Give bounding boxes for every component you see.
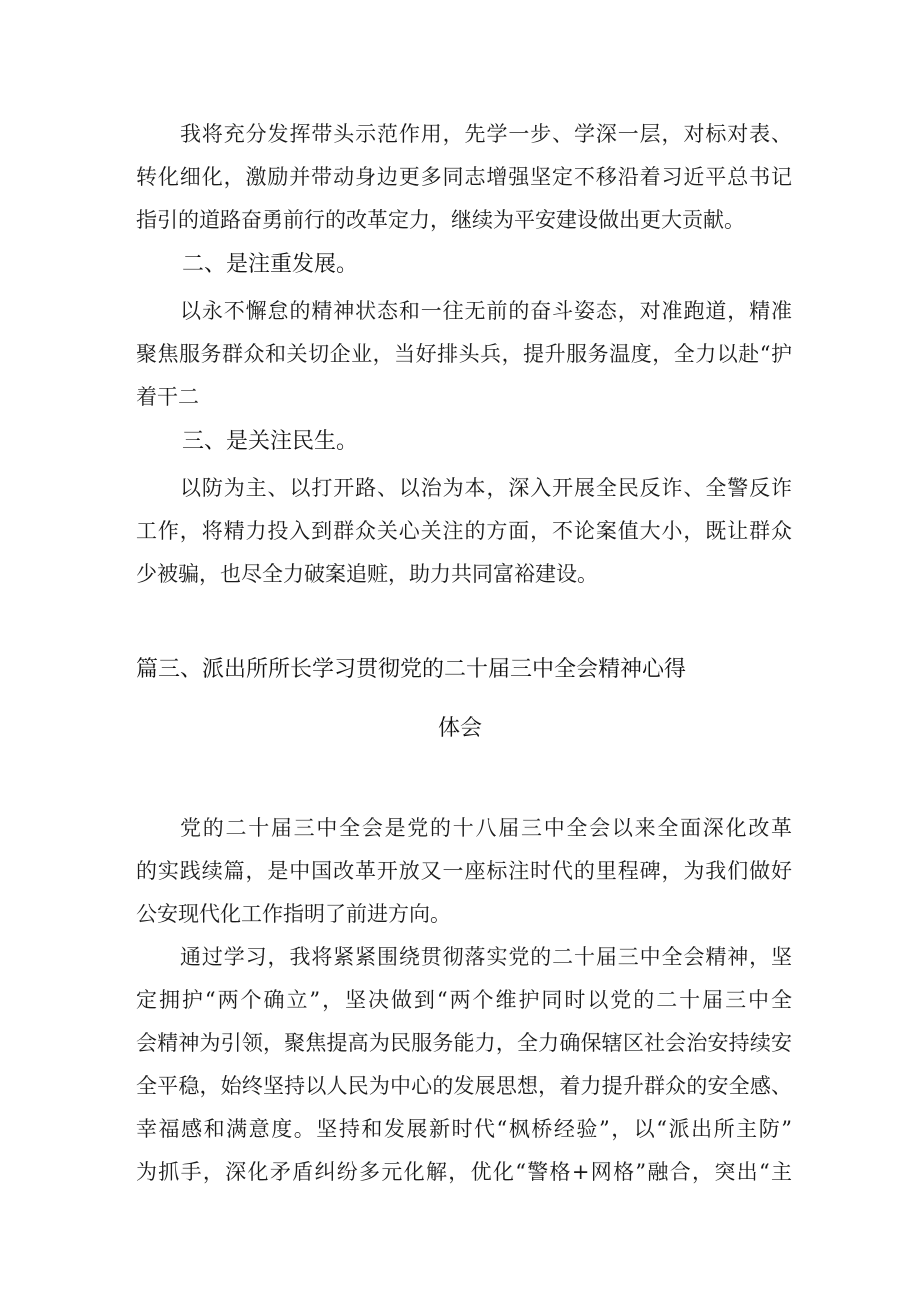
paragraph-line: 着干二 [136, 385, 199, 409]
paragraph-line: 幸福感和满意度。坚持和发展新时代“枫桥经验”，以“派出所主防” [136, 1117, 792, 1141]
paragraph-line: 会精神为引领，聚焦提高为民服务能力，全力确保辖区社会治安持续安 [136, 1031, 792, 1055]
paragraph-line: 工作，将精力投入到群众关心关注的方面，不论案值大小，既让群众 [136, 519, 792, 543]
paragraph-line: 定拥护“两个确立”，坚决做到“两个维护同时以党的二十届三中全 [136, 988, 792, 1012]
paragraph-line: 为抓手，深化矛盾纠纷多元化解，优化“警格+网格”融合，突出“主 [136, 1160, 792, 1184]
paragraph-line: 公安现代化工作指明了前进方向。 [136, 902, 451, 926]
paragraph-line: 党的二十届三中全会是党的十八届三中全会以来全面深化改革 [180, 816, 792, 840]
paragraph-line: 通过学习，我将紧紧围绕贯彻落实党的二十届三中全会精神，坚 [180, 945, 792, 969]
paragraph-line: 我将充分发挥带头示范作用，先学一步、学深一层，对标对表、 [180, 122, 792, 146]
paragraph-line: 转化细化，激励并带动身边更多同志增强坚定不移沿着习近平总书记 [136, 165, 792, 189]
paragraph-line: 指引的道路奋勇前行的改革定力，继续为平安建设做出更大贡献。 [136, 208, 745, 232]
paragraph-line: 聚焦服务群众和关切企业，当好排头兵，提升服务温度，全力以赴“护 [136, 342, 792, 366]
paragraph-line: 以防为主、以打开路、以治为本，深入开展全民反诈、全警反诈 [180, 476, 792, 500]
section-heading: 二、是注重发展。 [182, 252, 359, 277]
paragraph-line: 以永不懈怠的精神状态和一往无前的奋斗姿态，对准跑道，精准 [180, 299, 792, 323]
paragraph-line: 全平稳，始终坚持以人民为中心的发展思想，着力提升群众的安全感、 [136, 1074, 792, 1098]
section-title: 篇三、派出所所长学习贯彻党的二十届三中全会精神心得 [136, 657, 687, 682]
section-heading: 三、是关注民生。 [182, 429, 359, 454]
paragraph-line: 的实践续篇，是中国改革开放又一座标注时代的里程碑，为我们做好 [136, 859, 792, 883]
section-title-continued: 体会 [438, 716, 483, 741]
paragraph-line: 少被骗，也尽全力破案追赃，助力共同富裕建设。 [136, 562, 598, 586]
